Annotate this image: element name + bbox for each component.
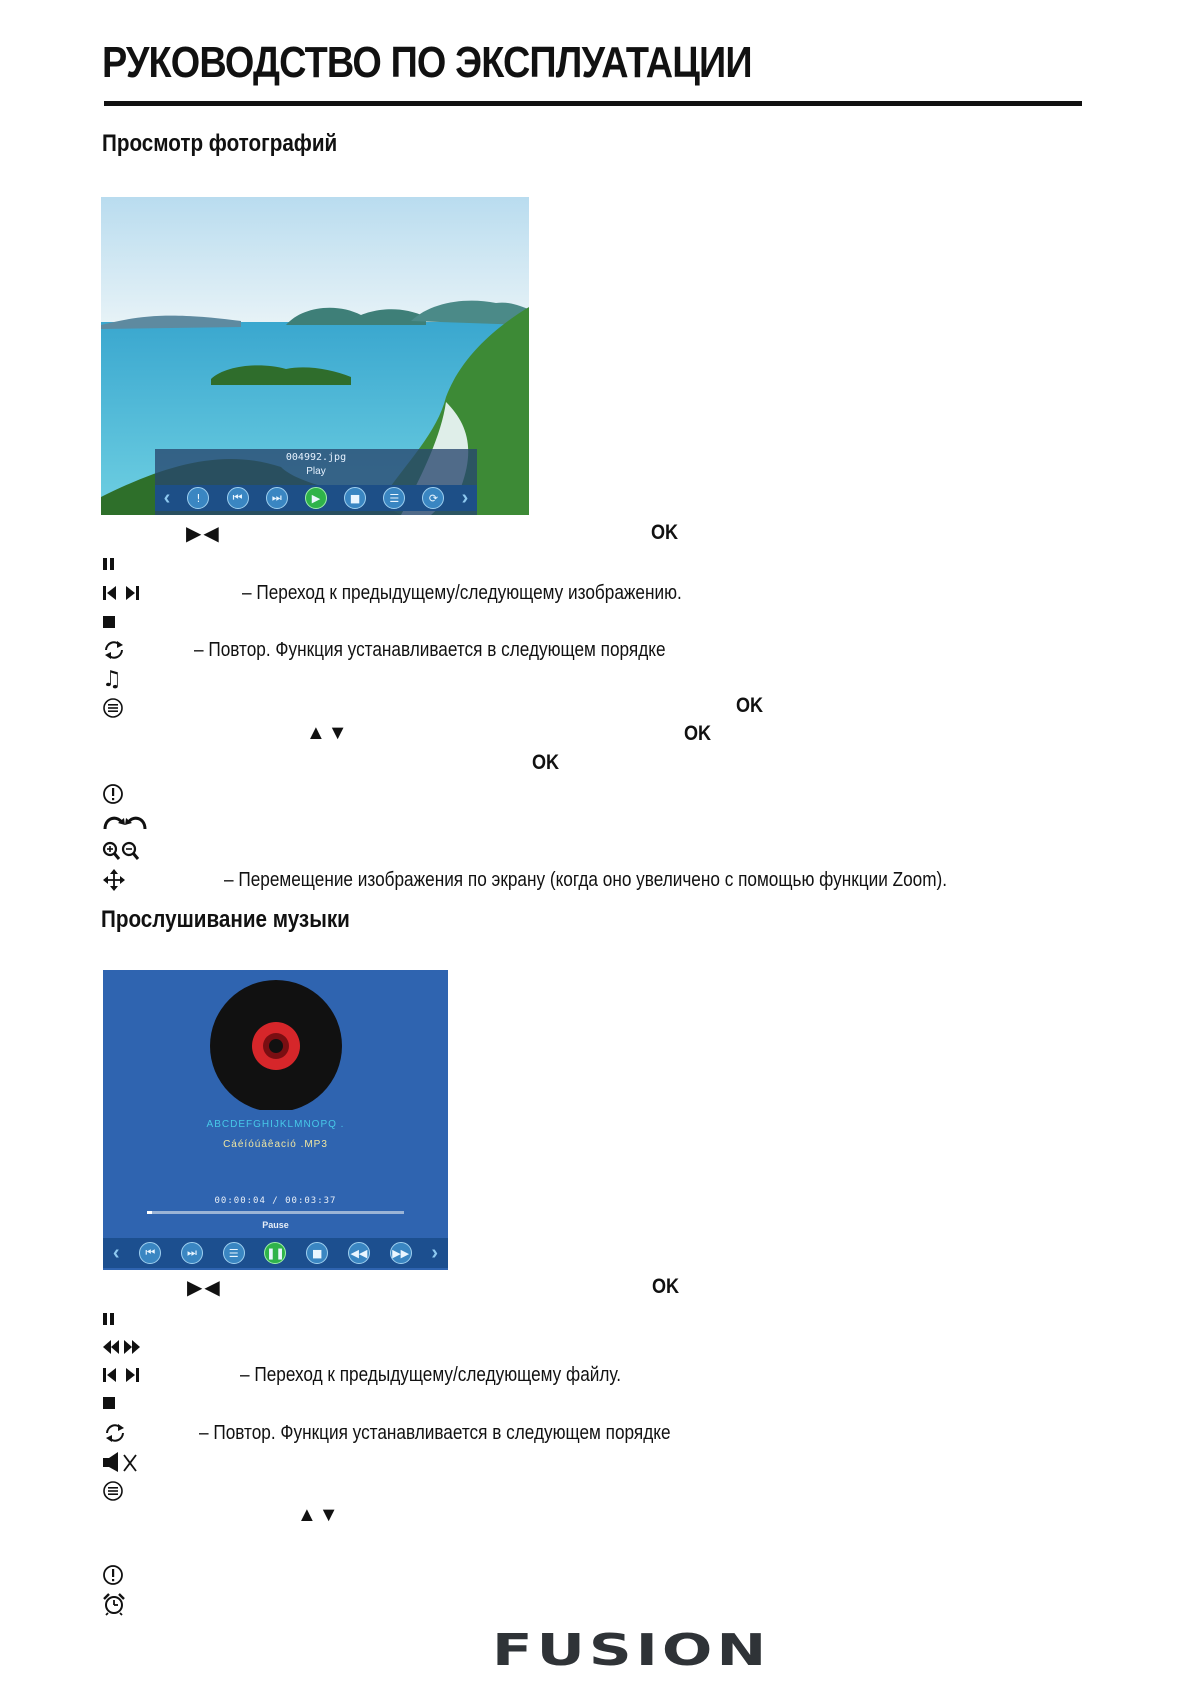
ok-button-label: OK (684, 722, 712, 745)
ok-button-label: OK (652, 1275, 680, 1298)
pause-icon (102, 1306, 116, 1332)
pause-icon (102, 551, 116, 577)
photo-row-stop (102, 609, 1102, 635)
play-back-icon: ▶◀ (186, 523, 221, 545)
photo-control-bar (155, 485, 477, 511)
zoom-icon (102, 838, 142, 864)
music-control-bar (103, 1238, 448, 1268)
music-progress-fill (147, 1211, 152, 1214)
brand-logo: FUSION (492, 1625, 771, 1676)
repeat-icon (102, 1420, 128, 1446)
skip-next-icon[interactable]: ⏭ (181, 1242, 203, 1264)
stop-icon[interactable]: ■ (344, 487, 366, 509)
rewind-icon[interactable]: ◀◀ (348, 1242, 370, 1264)
skip-next-icon[interactable]: ⏭ (266, 487, 288, 509)
skip-previous-icon[interactable]: ⏮ (139, 1242, 161, 1264)
photo-status: Play (306, 466, 326, 477)
title-divider (104, 101, 1082, 106)
music-row-rewind (102, 1334, 1102, 1360)
music-row-playlist (102, 1478, 1102, 1504)
music-row-repeat (102, 1420, 1102, 1446)
repeat-icon (102, 637, 126, 663)
skip-prev-next-icon (102, 1362, 142, 1388)
skip-prev-next-icon (102, 580, 142, 606)
ok-button-label: OK (532, 751, 560, 774)
play-icon[interactable]: ▶ (305, 487, 327, 509)
playlist-icon[interactable]: ☰ (223, 1242, 245, 1264)
info-icon (102, 781, 124, 807)
music-player-screenshot (103, 970, 448, 1270)
photo-section-heading: Просмотр фотографий (102, 130, 338, 157)
mute-icon (102, 1449, 142, 1475)
playlist-icon[interactable]: ☰ (383, 487, 405, 509)
prev-arrow-icon[interactable]: ‹ (163, 486, 171, 509)
photo-row-info (102, 781, 1102, 807)
music-status: Pause (262, 1220, 289, 1230)
music-skip-description: – Переход к предыдущему/следующему файлу. (240, 1364, 622, 1386)
page-title: РУКОВОДСТВО ПО ЭКСПЛУАТАЦИИ (102, 38, 752, 87)
photo-skip-description: – Переход к предыдущему/следующему изображению. (242, 582, 682, 604)
vinyl-disc-graphic (103, 970, 448, 1110)
playlist-icon (102, 1478, 124, 1504)
music-section-heading: Прослушивание музыки (101, 906, 350, 933)
repeat-icon[interactable]: ⟳ (422, 487, 444, 509)
photo-control-panel (155, 449, 477, 515)
ok-button-label: OK (651, 521, 679, 544)
next-arrow-icon[interactable]: › (431, 1241, 439, 1264)
music-time: 00:00:04 / 00:03:37 (214, 1196, 337, 1206)
photo-row-move (102, 867, 1102, 893)
photo-row-music (102, 666, 1102, 692)
music-row-info (102, 1562, 1102, 1588)
prev-arrow-icon[interactable]: ‹ (112, 1241, 120, 1264)
up-down-arrows-icon: ▲▼ (306, 722, 350, 744)
photo-row-skip (102, 580, 1102, 606)
music-note-icon: ♫ (102, 666, 122, 692)
stop-icon[interactable]: ■ (306, 1242, 328, 1264)
stop-icon (102, 609, 116, 635)
pause-icon[interactable]: ❚❚ (264, 1242, 286, 1264)
photo-filename: 004992.jpg (285, 452, 347, 463)
photo-repeat-description: – Повтор. Функция устанавливается в следующем порядке (194, 639, 666, 661)
music-row-alarm (102, 1591, 1102, 1617)
photo-viewer-screenshot (101, 197, 529, 515)
music-row-skip (102, 1362, 1102, 1388)
music-row-stop (102, 1390, 1102, 1416)
ok-button-label: OK (736, 694, 764, 717)
up-down-arrows-icon: ▲▼ (297, 1504, 341, 1526)
photo-row-playlist (102, 695, 1102, 721)
playlist-icon (102, 695, 124, 721)
photo-row-zoom (102, 838, 1102, 864)
music-row-mute (102, 1449, 1102, 1475)
photo-row-rotate (102, 809, 1102, 835)
move-icon (102, 867, 126, 893)
rotate-icon (102, 809, 148, 835)
music-track: Cáéíóúâêació .MP3 (223, 1139, 328, 1150)
alarm-icon (102, 1591, 126, 1617)
info-icon (102, 1562, 124, 1588)
music-repeat-description: – Повтор. Функция устанавливается в следующем порядке (199, 1422, 671, 1444)
stop-icon (102, 1390, 116, 1416)
photo-row-pause (102, 551, 1102, 577)
info-icon[interactable]: ! (187, 487, 209, 509)
play-back-icon: ▶◀ (187, 1277, 222, 1299)
skip-previous-icon[interactable]: ⏮ (227, 487, 249, 509)
music-artist: ABCDEFGHIJKLMNOPQ . (206, 1119, 345, 1130)
photo-row-repeat (102, 637, 1102, 663)
photo-move-description: – Перемещение изображения по экрану (когда оно увеличено с помощью функции Zoom). (224, 869, 948, 891)
fast-forward-icon[interactable]: ▶▶ (390, 1242, 412, 1264)
rewind-forward-icon (102, 1334, 142, 1360)
next-arrow-icon[interactable]: › (461, 486, 469, 509)
music-row-pause (102, 1306, 1102, 1332)
music-progress-track (147, 1211, 404, 1214)
